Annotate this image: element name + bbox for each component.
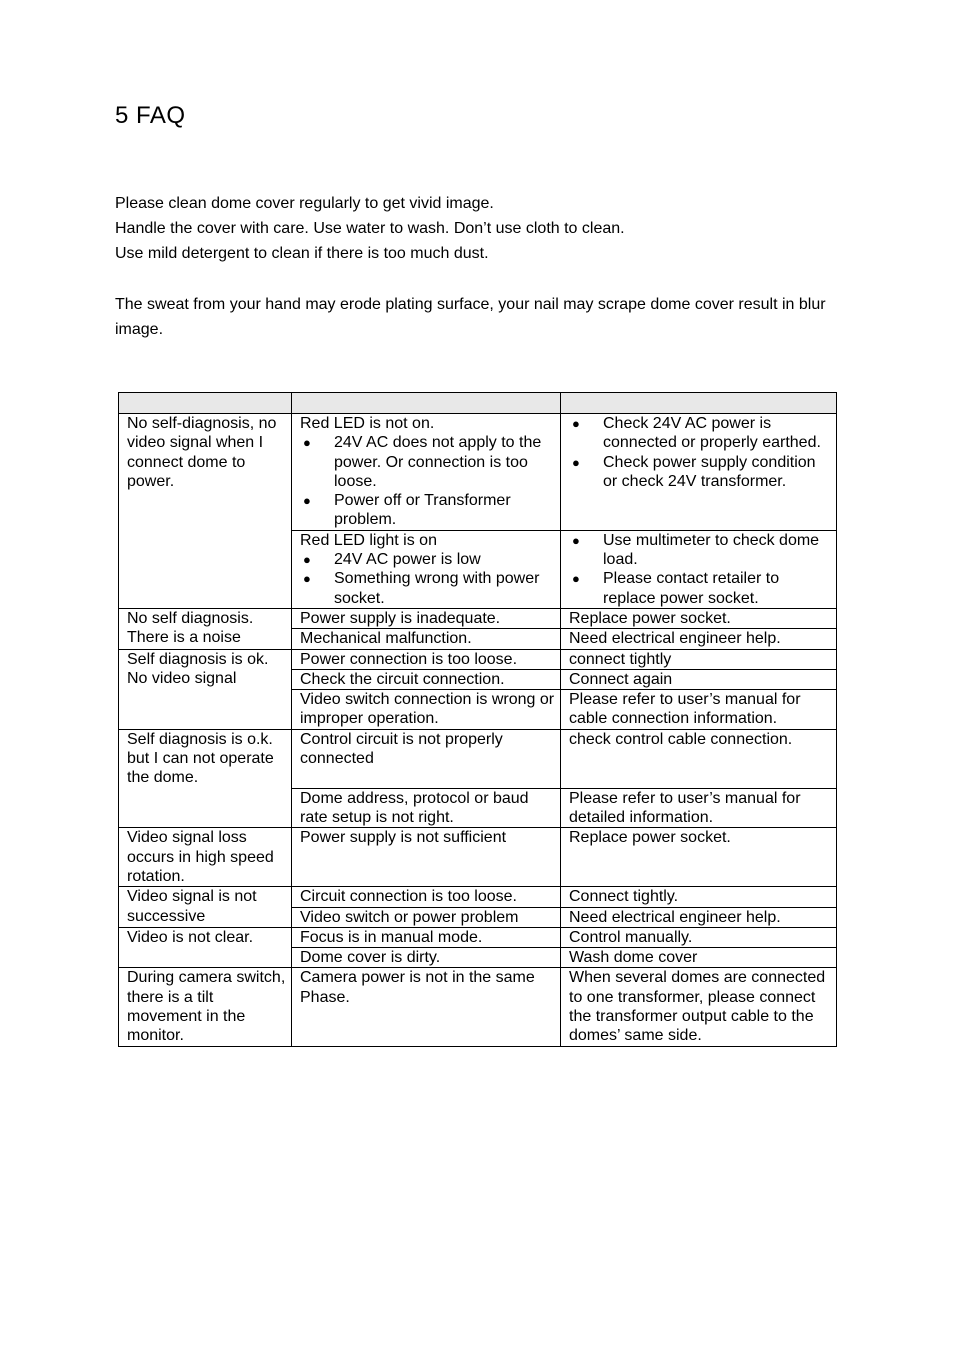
cause-bullet-list [300,550,556,608]
cause-cell: Dome address, protocol or baud rate setup is not right. [292,788,561,828]
header-cause [292,393,561,414]
problem-cell: No self diagnosis. There is a noise [119,608,292,649]
intro-paragraph [115,191,840,266]
solution-cell: connect tightly [561,649,837,669]
problem-cell: Video signal is not successive [119,887,292,928]
cause-cell: Video switch connection is wrong or improper operation. [292,690,561,730]
solution-cell: Connect again [561,669,837,689]
solution-cell: check control cable connection. [561,729,837,788]
solution-cell: Please refer to user’s manual for detailed information. [561,788,837,828]
page-title: 5 FAQ [115,102,186,129]
table-row [119,414,837,531]
cause-cell: Power connection is too loose. [292,649,561,669]
cause-cell: Dome cover is dirty. [292,948,561,968]
solution-bullet-list [569,531,832,608]
solution-cell: Control manually. [561,927,837,947]
table-row [119,927,837,947]
solution-cell: Need electrical engineer help. [561,907,837,927]
cause-cell: Power supply is not sufficient [292,828,561,887]
table-row [119,729,837,788]
solution-cell: When several domes are connected to one transformer, please connect the transformer output cable to the domes’ same side. [561,968,837,1046]
cause-cell: Video switch or power problem [292,907,561,927]
problem-cell: Video signal loss occurs in high speed rotation. [119,828,292,887]
solution-cell [561,414,837,531]
solution-cell [561,530,837,608]
faq-table [118,392,837,1047]
table-row [119,649,837,669]
cause-text: Red LED is not on. [300,415,435,432]
list-item: ● Check power supply condition or check 24V transformer. [569,453,832,492]
cause-text: Red LED light is on [300,531,437,549]
table-row [119,828,837,887]
cause-cell: Power supply is inadequate. [292,608,561,628]
solution-cell: Wash dome cover [561,948,837,968]
cause-cell: Check the circuit connection. [292,669,561,689]
solution-bullet-list [569,414,832,491]
intro-line: Use mild detergent to clean if there is too much dust. [115,245,489,262]
cause-cell: Focus is in manual mode. [292,927,561,947]
problem-cell: During camera switch, there is a tilt movement in the monitor. [119,968,292,1046]
solution-cell: Need electrical engineer help. [561,629,837,649]
list-item: ● Use multimeter to check dome load. [569,531,832,570]
list-item: ● 24V AC power is low [300,550,556,569]
intro-line: Handle the cover with care. Use water to wash. Don’t use cloth to clean. [115,220,625,237]
header-problem [119,393,292,414]
list-item: ● Please contact retailer to replace power socket. [569,569,832,608]
problem-cell: Self diagnosis is o.k. but I can not operate the dome. [119,729,292,828]
header-solution [561,393,837,414]
list-item: ● Check 24V AC power is connected or properly earthed. [569,414,832,453]
table-row [119,608,837,628]
problem-cell: Self diagnosis is ok. No video signal [119,649,292,729]
list-item: ● Power off or Transformer problem. [300,491,556,530]
cause-cell: Camera power is not in the same Phase. [292,968,561,1046]
intro-line: Please clean dome cover regularly to get vivid image. [115,195,494,212]
cause-bullet-list [300,433,556,529]
table-row [119,968,837,1046]
cause-cell: Control circuit is not properly connected [292,729,561,788]
cause-cell: Circuit connection is too loose. [292,887,561,907]
solution-cell: Replace power socket. [561,828,837,887]
list-item: ● Something wrong with power socket. [300,569,556,608]
problem-cell: Video is not clear. [119,927,292,968]
warning-paragraph: The sweat from your hand may erode plating surface, your nail may scrape dome cover result in blur image. [115,296,826,338]
cause-cell: Mechanical malfunction. [292,629,561,649]
problem-cell: No self-diagnosis, no video signal when I connect dome to power. [119,414,292,609]
solution-cell: Connect tightly. [561,887,837,907]
cause-cell [292,414,561,531]
cause-cell [292,530,561,608]
table-row [119,887,837,907]
table-header-row [119,393,837,414]
list-item: ● 24V AC does not apply to the power. Or connection is too loose. [300,433,556,491]
solution-cell: Replace power socket. [561,608,837,628]
solution-cell: Please refer to user’s manual for cable connection information. [561,690,837,730]
